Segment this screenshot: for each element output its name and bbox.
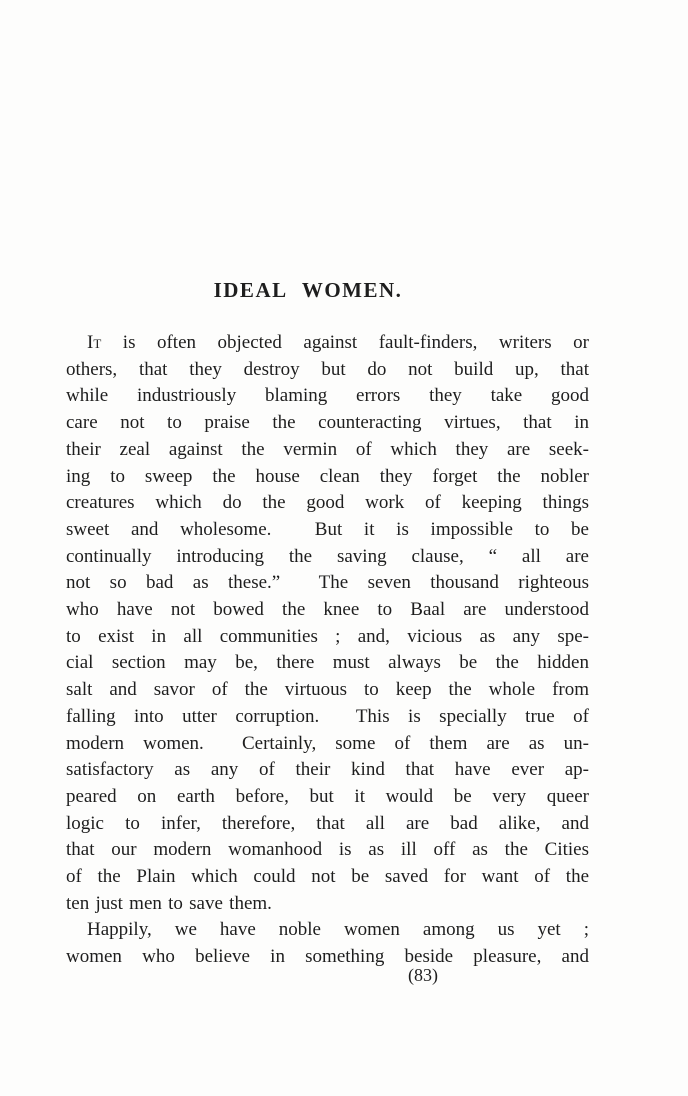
- text-line: satisfactory as any of their kind that have ever ap-: [66, 759, 589, 781]
- text-line: ing to sweep the house clean they forget the nobler: [66, 465, 589, 487]
- text-line: others, that they destroy but do not build up, that: [66, 358, 589, 380]
- text-line: who have not bowed the knee to Baal are understood: [66, 599, 589, 621]
- text-line: peared on earth before, but it would be very queer: [66, 785, 589, 807]
- text-line: of the Plain which could not be saved for want of the: [66, 866, 589, 888]
- text-line: care not to praise the counteracting virtues, that in: [66, 412, 589, 434]
- text-line: ten just men to save them.: [66, 892, 272, 914]
- page-title: IDEAL WOMEN.: [213, 278, 403, 302]
- text-line: women who believe in something beside pleasure, and: [66, 946, 589, 968]
- text-line: sweet and wholesome. But it is impossible to be: [66, 518, 589, 540]
- text-line: not so bad as these.” The seven thousand righteous: [66, 572, 589, 594]
- text-line: continually introducing the saving clause, “ all are: [66, 545, 589, 567]
- body-text: [66, 330, 589, 971]
- text-line: falling into utter corruption. This is specially true of: [66, 705, 589, 727]
- text-line: It is often objected against fault-finders, writers or: [87, 332, 589, 353]
- text-line: cial section may be, there must always be the hidden: [66, 652, 589, 674]
- text-line: logic to infer, therefore, that all are bad alike, and: [66, 812, 589, 834]
- page-number: (83): [408, 965, 438, 985]
- text-line: their zeal against the vermin of which they are seek-: [66, 438, 589, 460]
- text-line: while industriously blaming errors they take good: [66, 385, 589, 407]
- text-line: Happily, we have noble women among us yet ;: [87, 919, 589, 941]
- text-line: creatures which do the good work of keeping things: [66, 492, 589, 514]
- text-line: modern women. Certainly, some of them are as un-: [66, 732, 589, 754]
- text-line: to exist in all communities ; and, vicious as any spe-: [66, 625, 589, 647]
- text-line: that our modern womanhood is as ill off as the Cities: [66, 839, 589, 861]
- text-line: salt and savor of the virtuous to keep the whole from: [66, 679, 589, 701]
- lead-word: It: [87, 332, 102, 353]
